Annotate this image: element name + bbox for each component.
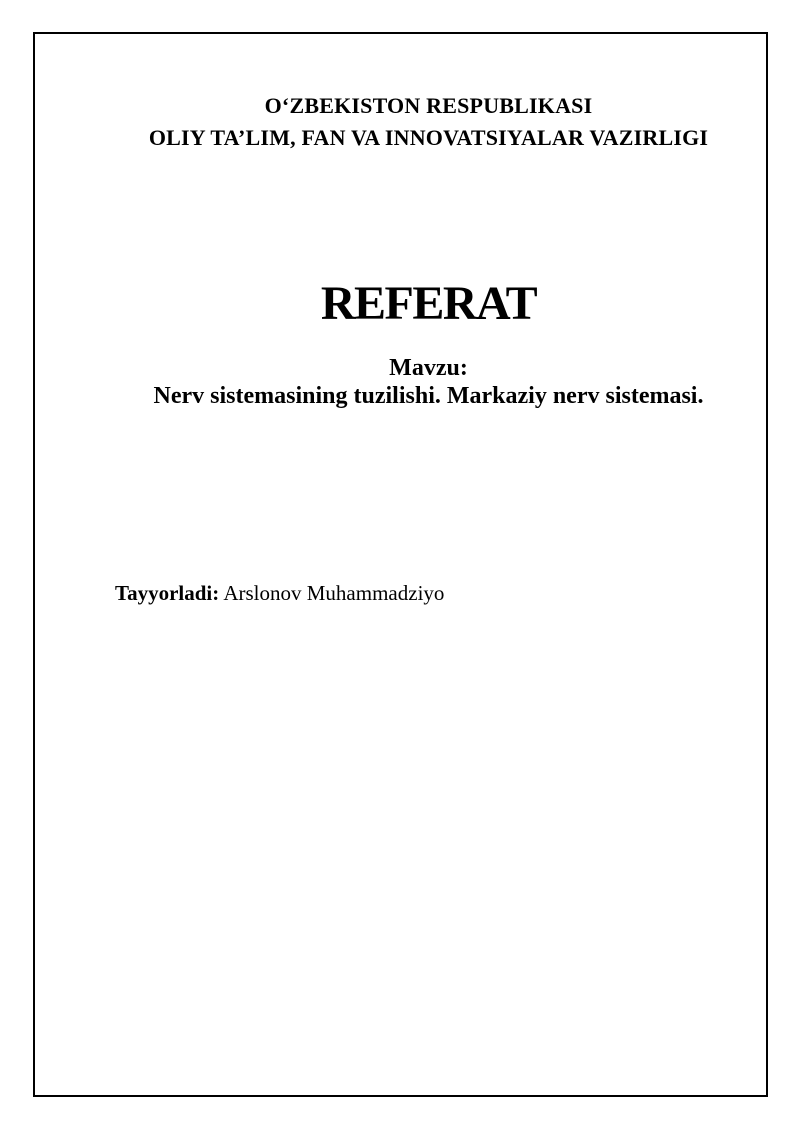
ministry-line-2: OLIY TA’LIM, FAN VA INNOVATSIYALAR VAZIRLIGI [148, 125, 709, 150]
prepared-by-label: Tayyorladi: [115, 581, 220, 605]
topic-text: Nerv sistemasining tuzilishi. Markaziy nerv sistemasi. [153, 383, 704, 409]
ministry-header [115, 90, 742, 154]
ministry-line-1: O‘ZBEKISTON RESPUBLIKASI [264, 93, 593, 118]
topic-label: Mavzu: [389, 355, 468, 381]
document-title: REFERAT [320, 277, 537, 330]
prepared-by-name: Arslonov Muhammadziyo [223, 581, 445, 605]
page-content [35, 90, 766, 607]
page-border [33, 32, 768, 1097]
prepared-by-line [115, 579, 742, 607]
